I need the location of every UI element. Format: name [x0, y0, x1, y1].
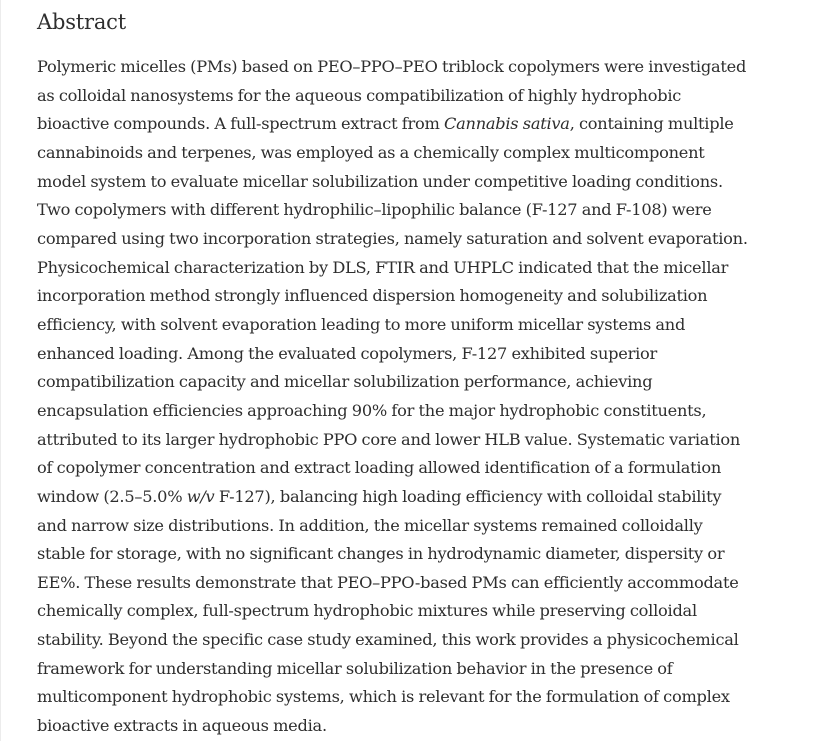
- species-name: Cannabis sativa: [443, 114, 570, 134]
- abstract-line: of copolymer concentration and extract loading allowed identification of a formulation: [37, 458, 722, 478]
- abstract-line: enhanced loading. Among the evaluated copolymers, F-127 exhibited superior: [37, 343, 657, 363]
- abstract-line: EE%. These results demonstrate that PEO–PPO-based PMs can efficiently accommodate: [37, 572, 739, 592]
- abstract-line: framework for understanding micellar solubilization behavior in the presence of: [37, 658, 673, 678]
- abstract-line: model system to evaluate micellar solubilization under competitive loading conditions.: [37, 171, 723, 191]
- abstract-line: Polymeric micelles (PMs) based on PEO–PPO–PEO triblock copolymers were investigated: [37, 57, 747, 76]
- abstract-line: stable for storage, with no significant changes in hydrodynamic diameter, dispersity or: [37, 544, 725, 564]
- abstract-line: cannabinoids and terpenes, was employed as a chemically complex multicomponent: [37, 142, 705, 162]
- abstract-line: multicomponent hydrophobic systems, which is relevant for the formulation of complex: [37, 687, 730, 707]
- abstract-line: window (2.5–5.0% w/v F-127), balancing high loading efficiency with colloidal stability: [37, 486, 722, 506]
- abstract-line: chemically complex, full-spectrum hydrophobic mixtures while preserving colloidal: [37, 601, 697, 621]
- abstract-line: bioactive extracts in aqueous media.: [37, 716, 327, 736]
- abstract-line: efficiency, with solvent evaporation leading to more uniform micellar systems and: [37, 314, 686, 334]
- abstract-line: encapsulation efficiencies approaching 90% for the major hydrophobic constituents,: [37, 400, 707, 420]
- abstract-line: Two copolymers with different hydrophilic–lipophilic balance (F-127 and F-108) were: [37, 200, 712, 220]
- abstract-line: bioactive compounds. A full-spectrum extract from Cannabis sativa, containing multiple: [37, 114, 734, 134]
- abstract-line: Physicochemical characterization by DLS, FTIR and UHPLC indicated that the micellar: [37, 257, 729, 277]
- abstract-line: as colloidal nanosystems for the aqueous compatibilization of highly hydrophobic: [37, 85, 682, 105]
- abstract-body: [37, 53, 827, 741]
- abstract-line: stability. Beyond the specific case study examined, this work provides a physicochemical: [37, 630, 739, 650]
- abstract-line: and narrow size distributions. In addition, the micellar systems remained colloidally: [37, 515, 703, 535]
- abstract-line: compatibilization capacity and micellar solubilization performance, achieving: [37, 372, 653, 392]
- abstract-line: attributed to its larger hydrophobic PPO core and lower HLB value. Systematic variation: [37, 429, 741, 449]
- unit-wv: w/v: [186, 486, 215, 506]
- abstract-heading: Abstract: [37, 10, 126, 34]
- abstract-line: compared using two incorporation strategies, namely saturation and solvent evaporation.: [37, 228, 748, 248]
- abstract-line: incorporation method strongly influenced dispersion homogeneity and solubilization: [37, 286, 708, 306]
